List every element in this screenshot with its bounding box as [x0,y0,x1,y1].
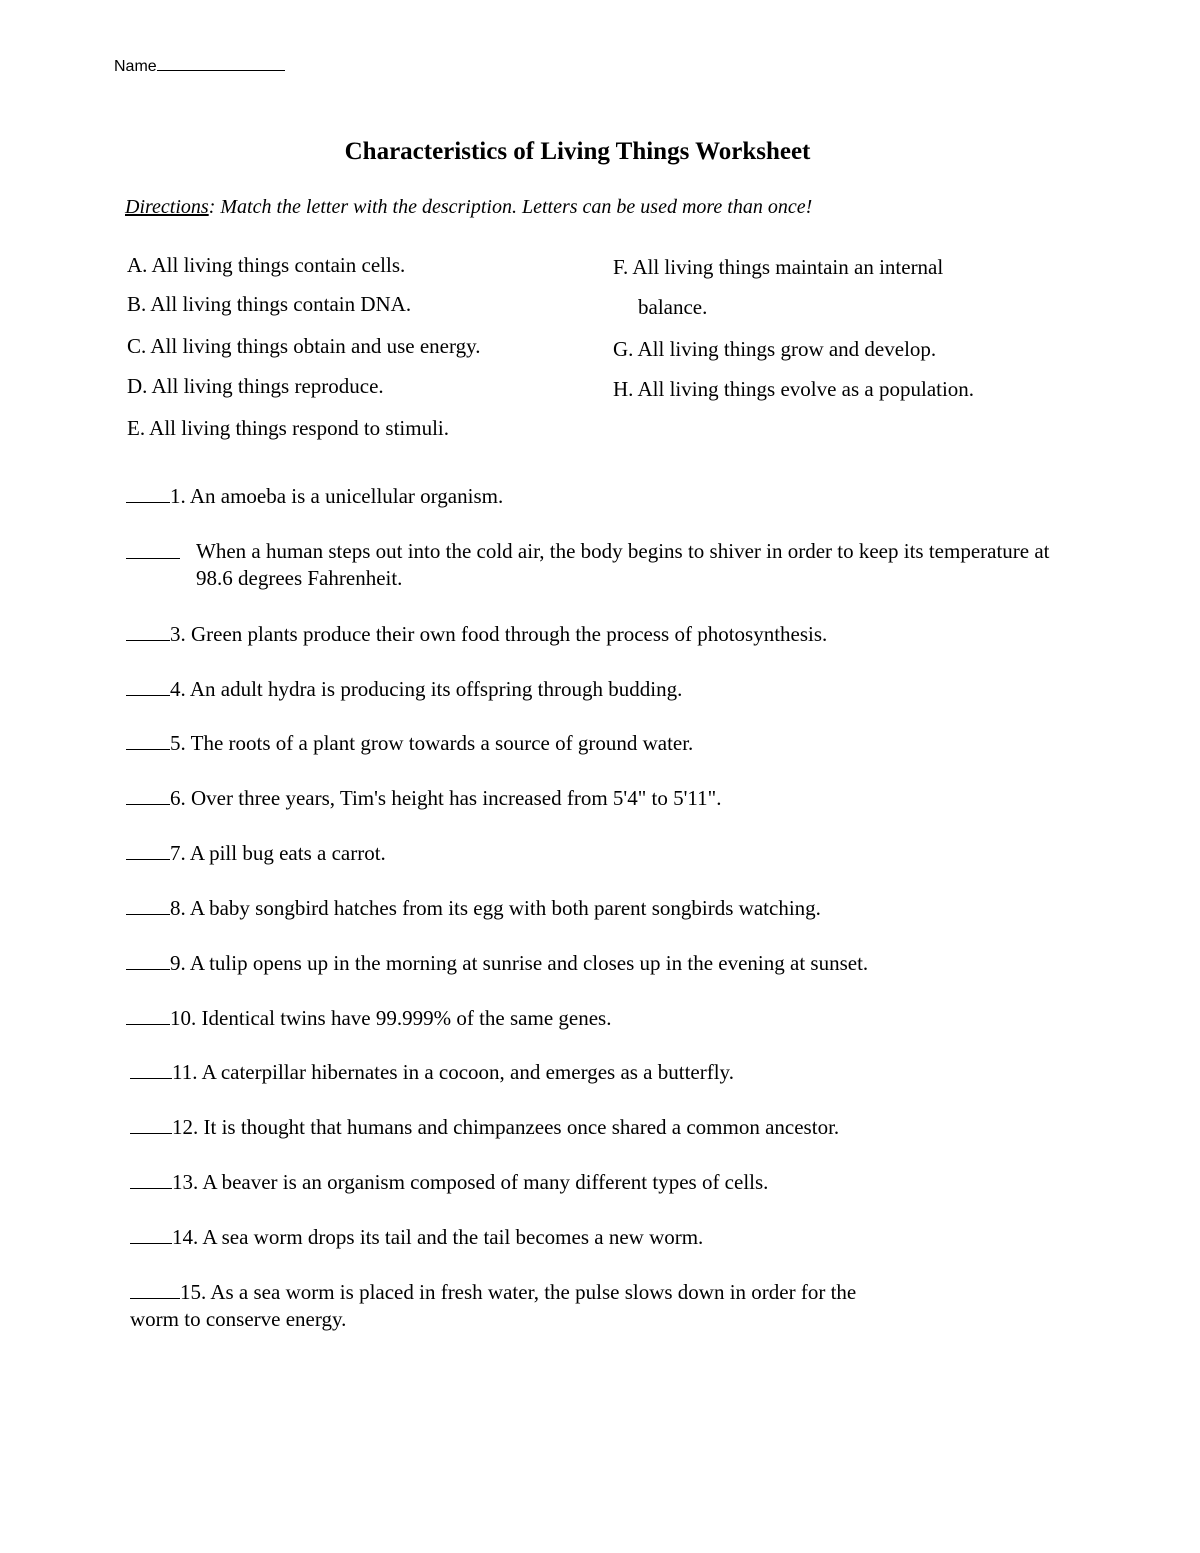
option-text: All living things evolve as a population. [637,377,975,401]
question-14 [130,1223,703,1251]
answer-blank[interactable] [126,622,170,641]
question-text: It is thought that humans and chimpanzees once shared a common ancestor. [198,1115,840,1139]
answer-blank[interactable] [126,896,170,915]
answer-blank[interactable] [130,1225,172,1244]
option-text: All living things obtain and use energy. [150,334,481,358]
question-2 [126,538,180,566]
question-9 [126,949,868,977]
option-text: All living things reproduce. [151,374,384,398]
question-text: A sea worm drops its tail and the tail becomes a new worm. [198,1225,704,1249]
answer-blank[interactable] [126,786,170,805]
question-text: A beaver is an organism composed of many different types of cells. [198,1170,769,1194]
question-number: 12. [172,1115,199,1139]
page-title: Characteristics of Living Things Worksheet [344,138,811,165]
answer-blank[interactable] [130,1060,172,1079]
answer-blank[interactable] [130,1115,172,1134]
name-field [114,52,285,78]
answer-blank[interactable] [126,540,180,559]
question-7 [126,839,386,867]
question-text: As a sea worm is placed in fresh water, the pulse slows down in order for the [206,1280,857,1304]
question-text: A tulip opens up in the morning at sunrise and closes up in the evening at sunset. [185,951,869,975]
option-letter: F. [613,255,629,279]
option-text: All living things contain DNA. [150,292,412,316]
directions [125,193,812,221]
directions-label: Directions [125,196,209,218]
option-text: All living things maintain an internal [632,255,944,279]
question-1 [126,482,503,510]
question-number: 5. [170,731,186,755]
question-8 [126,894,821,922]
question-number: 4. [170,677,186,701]
question-number: 9. [170,951,186,975]
question-number: 6. [170,786,186,810]
directions-text: : Match the letter with the description. Letters can be used more than once! [208,196,813,218]
question-3 [126,620,827,648]
option-text: All living things contain cells. [151,253,406,277]
question-text: Identical twins have 99.999% of the same genes. [196,1006,612,1030]
option-g [613,335,936,363]
answer-blank[interactable] [126,841,170,860]
option-letter: C. [127,334,147,358]
option-text: All living things respond to stimuli. [149,416,450,440]
question-6 [126,784,721,812]
option-letter: B. [127,292,147,316]
question-text: A baby songbird hatches from its egg with both parent songbirds watching. [185,896,821,920]
question-number: 14. [172,1225,199,1249]
name-blank[interactable] [157,52,285,71]
question-10 [126,1004,611,1032]
answer-blank[interactable] [126,951,170,970]
question-5 [126,729,693,757]
question-text: An adult hydra is producing its offspring through budding. [185,677,683,701]
option-letter: A. [127,253,148,277]
answer-blank[interactable] [126,484,170,503]
option-letter: E. [127,416,146,440]
option-h [613,375,974,403]
question-text: The roots of a plant grow towards a source of ground water. [185,731,694,755]
option-letter: G. [613,337,634,361]
option-text: All living things grow and develop. [637,337,937,361]
question-number: 1. [170,484,186,508]
question-text: A pill bug eats a carrot. [185,841,386,865]
option-letter: D. [127,374,148,398]
question-number: 15. [180,1280,207,1304]
question-15-continued: worm to conserve energy. [130,1307,347,1331]
question-text: A caterpillar hibernates in a cocoon, and emerges as a butterfly. [197,1060,734,1084]
question-15 [130,1278,856,1306]
option-letter: H. [613,377,634,401]
answer-blank[interactable] [130,1170,172,1189]
answer-blank[interactable] [126,677,170,696]
option-c [127,332,480,360]
question-text: An amoeba is a unicellular organism. [185,484,504,508]
option-b [127,290,411,318]
answer-blank[interactable] [126,731,170,750]
question-12 [130,1113,839,1141]
answer-blank[interactable] [126,1006,170,1025]
question-11 [130,1058,734,1086]
question-text: Green plants produce their own food through the process of photosynthesis. [185,622,828,646]
option-e [127,414,449,442]
option-f [613,253,943,281]
question-number: 11. [172,1060,198,1084]
question-number: 8. [170,896,186,920]
question-13 [130,1168,768,1196]
question-number: 10. [170,1006,197,1030]
question-text: When a human steps out into the cold air, the body begins to shiver in order to keep its temperature at 98.6 degrees Fahrenheit. [196,539,1050,590]
question-number: 13. [172,1170,199,1194]
option-d [127,372,384,400]
question-4 [126,675,682,703]
question-number: 7. [170,841,186,865]
question-text: Over three years, Tim's height has increased from 5'4" to 5'11". [185,786,722,810]
name-label: Name [114,58,157,75]
option-f-continued: balance. [638,295,708,319]
option-a [127,251,405,279]
answer-blank[interactable] [130,1280,180,1299]
question-number: 3. [170,622,186,646]
